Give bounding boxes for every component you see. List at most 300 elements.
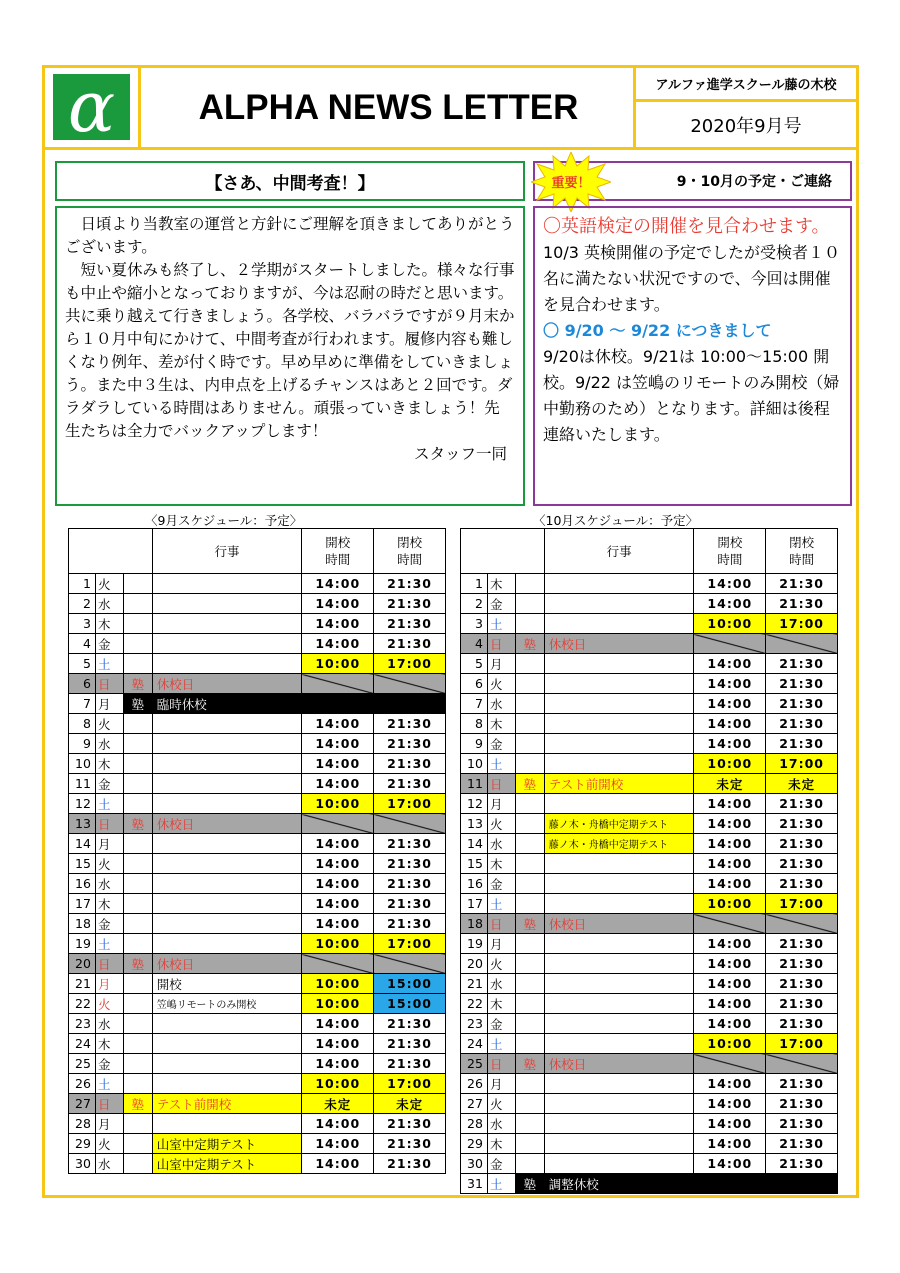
day-number-cell: 30 xyxy=(461,1154,488,1174)
day-number-cell: 5 xyxy=(69,654,96,674)
weekday-cell: 月 xyxy=(95,974,123,994)
event-cell xyxy=(152,1014,302,1034)
close-time-cell: 21:30 xyxy=(374,834,446,854)
event-cell xyxy=(544,934,694,954)
day-number-cell: 13 xyxy=(461,814,488,834)
weekday-cell: 火 xyxy=(95,1134,123,1154)
table-row xyxy=(461,1174,838,1194)
weekday-cell: 月 xyxy=(487,934,515,954)
weekday-cell: 日 xyxy=(95,1094,123,1114)
open-time-cell xyxy=(694,1054,766,1074)
open-time-cell: 14:00 xyxy=(694,714,766,734)
table-row xyxy=(461,914,838,934)
close-time-cell: 21:30 xyxy=(374,614,446,634)
day-number-cell: 17 xyxy=(461,894,488,914)
weekday-cell: 木 xyxy=(487,714,515,734)
day-number-cell: 22 xyxy=(69,994,96,1014)
event-cell xyxy=(544,1014,694,1034)
weekday-cell: 金 xyxy=(95,774,123,794)
juku-mark-cell: 塾 xyxy=(123,954,152,974)
open-time-cell: 14:00 xyxy=(694,814,766,834)
alpha-logo: α xyxy=(53,74,130,140)
weekday-cell: 日 xyxy=(95,814,123,834)
weekday-cell: 金 xyxy=(95,634,123,654)
juku-mark-cell xyxy=(123,734,152,754)
juku-mark-cell xyxy=(515,754,544,774)
article-paragraph-2: 短い夏休みも終了し、２学期がスタートしました。様々な行事も中止や縮小となっておりますが、今は忍耐の時だと思います。共に乗り越えて行きましょう。各学校、バラバラですが９月末から１０月中旬にかけて、中間考査が行われます。履修内容も難しくなり例年、差が付く時です。早め早めに準備をしていきましょう。また中３生は、内申点を上げるチャンスはあと２回です。ダラダラしている時間はありません。頑張っていきましょう！先生たちは全力でバックアップします！ xyxy=(65,261,515,440)
close-time-cell: 21:30 xyxy=(374,894,446,914)
close-time-cell: 21:30 xyxy=(374,854,446,874)
table-row xyxy=(69,874,446,894)
open-time-cell: 14:00 xyxy=(302,1114,374,1134)
close-time-cell: 17:00 xyxy=(766,754,838,774)
table-row xyxy=(69,774,446,794)
day-number-cell: 10 xyxy=(69,754,96,774)
notice-2-body: 9/20は休校。9/21は 10:00～15:00 開校。9/22 は笠嶋のリモートのみ開校（婦中勤務のため）となります。詳細は後程連絡いたします。 xyxy=(543,347,840,444)
table-row xyxy=(69,1094,446,1114)
open-time-cell: 14:00 xyxy=(302,754,374,774)
close-time-cell: 21:30 xyxy=(374,874,446,894)
table-row xyxy=(69,1114,446,1134)
day-number-cell: 7 xyxy=(461,694,488,714)
juku-mark-cell xyxy=(123,994,152,1014)
close-time-cell: 未定 xyxy=(766,774,838,794)
table-row xyxy=(461,994,838,1014)
header-blank-cell xyxy=(69,529,153,574)
day-number-cell: 14 xyxy=(461,834,488,854)
table-row xyxy=(461,1034,838,1054)
open-time-cell: 14:00 xyxy=(694,934,766,954)
open-time-cell: 14:00 xyxy=(302,574,374,594)
open-time-cell: 10:00 xyxy=(302,1074,374,1094)
event-cell: 調整休校 xyxy=(544,1174,694,1194)
table-row xyxy=(461,1014,838,1034)
important-starburst-icon xyxy=(531,152,611,212)
weekday-cell: 土 xyxy=(95,794,123,814)
open-time-cell: 14:00 xyxy=(302,1014,374,1034)
event-cell: 休校日 xyxy=(544,914,694,934)
day-number-cell: 9 xyxy=(69,734,96,754)
table-header-row xyxy=(461,529,838,574)
juku-mark-cell xyxy=(515,894,544,914)
day-number-cell: 18 xyxy=(69,914,96,934)
juku-mark-cell xyxy=(515,1154,544,1174)
close-time-cell: 21:30 xyxy=(374,1034,446,1054)
close-time-cell: 21:30 xyxy=(374,634,446,654)
juku-mark-cell xyxy=(123,854,152,874)
close-time-cell: 21:30 xyxy=(374,1154,446,1174)
important-badge-text: 重要！ xyxy=(551,176,591,191)
event-cell xyxy=(544,574,694,594)
weekday-cell: 月 xyxy=(487,654,515,674)
weekday-cell: 水 xyxy=(487,1114,515,1134)
weekday-cell: 月 xyxy=(487,1074,515,1094)
event-cell xyxy=(544,1074,694,1094)
close-time-cell xyxy=(766,1054,838,1074)
day-number-cell: 14 xyxy=(69,834,96,854)
weekday-cell: 火 xyxy=(487,954,515,974)
close-time-cell: 21:30 xyxy=(374,574,446,594)
header-cell: 開校 時間 xyxy=(302,529,374,574)
table-row xyxy=(69,714,446,734)
juku-mark-cell xyxy=(123,1054,152,1074)
table-row xyxy=(461,754,838,774)
day-number-cell: 1 xyxy=(461,574,488,594)
event-cell: 休校日 xyxy=(152,954,302,974)
close-time-cell: 21:30 xyxy=(766,1014,838,1034)
close-time-cell: 未定 xyxy=(374,1094,446,1114)
article-signature: スタッフ一同 xyxy=(413,445,507,463)
weekday-cell: 日 xyxy=(487,774,515,794)
table-row xyxy=(461,734,838,754)
table-row xyxy=(461,594,838,614)
day-number-cell: 28 xyxy=(461,1114,488,1134)
table-row xyxy=(461,714,838,734)
weekday-cell: 土 xyxy=(95,654,123,674)
notice-1-body: 10/3 英検開催の予定でしたが受検者１０名に満たない状況ですので、今回は開催を見合わせます。 xyxy=(543,243,841,314)
open-time-cell: 未定 xyxy=(302,1094,374,1114)
event-cell xyxy=(544,894,694,914)
close-time-cell: 21:30 xyxy=(374,1114,446,1134)
close-time-cell: 21:30 xyxy=(766,594,838,614)
event-cell xyxy=(544,974,694,994)
close-time-cell: 21:30 xyxy=(766,674,838,694)
close-time-cell: 21:30 xyxy=(766,814,838,834)
juku-mark-cell: 塾 xyxy=(123,814,152,834)
juku-mark-cell xyxy=(123,874,152,894)
event-cell xyxy=(152,594,302,614)
close-time-cell: 17:00 xyxy=(374,934,446,954)
open-time-cell: 10:00 xyxy=(302,794,374,814)
open-time-cell: 14:00 xyxy=(694,594,766,614)
day-number-cell: 30 xyxy=(69,1154,96,1174)
open-time-cell xyxy=(694,634,766,654)
open-time-cell: 14:00 xyxy=(694,794,766,814)
table-row xyxy=(461,1114,838,1134)
table-row xyxy=(461,1094,838,1114)
oct-schedule-caption: 〈10月スケジュール：予定〉 xyxy=(533,513,699,528)
event-cell xyxy=(544,714,694,734)
event-cell xyxy=(544,674,694,694)
close-time-cell xyxy=(766,634,838,654)
open-time-cell: 10:00 xyxy=(694,614,766,634)
close-time-cell: 21:30 xyxy=(374,754,446,774)
table-row xyxy=(461,674,838,694)
day-number-cell: 15 xyxy=(461,854,488,874)
table-row xyxy=(69,1054,446,1074)
table-row xyxy=(69,614,446,634)
event-cell xyxy=(544,1114,694,1134)
juku-mark-cell xyxy=(515,574,544,594)
weekday-cell: 土 xyxy=(487,894,515,914)
day-number-cell: 5 xyxy=(461,654,488,674)
juku-mark-cell: 塾 xyxy=(123,674,152,694)
juku-mark-cell: 塾 xyxy=(123,1094,152,1114)
juku-mark-cell xyxy=(515,1094,544,1114)
juku-mark-cell xyxy=(123,774,152,794)
open-time-cell: 14:00 xyxy=(302,894,374,914)
day-number-cell: 28 xyxy=(69,1114,96,1134)
event-cell xyxy=(152,894,302,914)
event-cell: 休校日 xyxy=(152,814,302,834)
weekday-cell: 日 xyxy=(95,674,123,694)
event-cell xyxy=(544,854,694,874)
weekday-cell: 木 xyxy=(95,1034,123,1054)
day-number-cell: 20 xyxy=(461,954,488,974)
juku-mark-cell xyxy=(515,614,544,634)
event-cell xyxy=(152,714,302,734)
juku-mark-cell xyxy=(515,954,544,974)
day-number-cell: 16 xyxy=(461,874,488,894)
close-time-cell: 17:00 xyxy=(374,794,446,814)
open-time-cell: 14:00 xyxy=(694,574,766,594)
weekday-cell: 日 xyxy=(487,1054,515,1074)
close-time-cell: 21:30 xyxy=(374,914,446,934)
weekday-cell: 木 xyxy=(487,1134,515,1154)
weekday-cell: 木 xyxy=(487,854,515,874)
weekday-cell: 木 xyxy=(95,754,123,774)
day-number-cell: 23 xyxy=(69,1014,96,1034)
event-cell xyxy=(544,614,694,634)
weekday-cell: 火 xyxy=(95,994,123,1014)
open-time-cell: 14:00 xyxy=(302,854,374,874)
school-name: アルファ進学スクール藤の木校 xyxy=(636,68,856,102)
open-time-cell: 未定 xyxy=(694,774,766,794)
issue-date: 2020年9月号 xyxy=(690,115,802,137)
close-time-cell xyxy=(766,914,838,934)
weekday-cell: 日 xyxy=(487,634,515,654)
close-time-cell: 21:30 xyxy=(766,934,838,954)
close-time-cell: 21:30 xyxy=(766,1114,838,1134)
event-cell xyxy=(152,794,302,814)
event-cell xyxy=(544,1154,694,1174)
open-time-cell: 14:00 xyxy=(694,834,766,854)
notice-2-title: 〇 9/20 ～ 9/22 につきまして xyxy=(543,321,772,340)
close-time-cell: 21:30 xyxy=(374,1054,446,1074)
close-time-cell: 17:00 xyxy=(374,654,446,674)
weekday-cell: 金 xyxy=(487,874,515,894)
event-cell xyxy=(152,914,302,934)
open-time-cell: 14:00 xyxy=(302,714,374,734)
table-row xyxy=(461,614,838,634)
article-heading: 【さあ、中間考査！】 xyxy=(55,161,525,201)
event-cell xyxy=(152,1074,302,1094)
close-time-cell: 15:00 xyxy=(374,974,446,994)
weekday-cell: 日 xyxy=(487,914,515,934)
table-row xyxy=(69,634,446,654)
juku-mark-cell xyxy=(515,1114,544,1134)
table-row xyxy=(69,914,446,934)
table-row xyxy=(461,794,838,814)
weekday-cell: 土 xyxy=(487,1174,515,1194)
weekday-cell: 水 xyxy=(487,834,515,854)
day-number-cell: 17 xyxy=(69,894,96,914)
weekday-cell: 水 xyxy=(95,594,123,614)
open-time-cell xyxy=(302,954,374,974)
table-row xyxy=(69,654,446,674)
weekday-cell: 水 xyxy=(95,1154,123,1174)
juku-mark-cell xyxy=(515,1014,544,1034)
event-cell xyxy=(152,654,302,674)
open-time-cell xyxy=(694,1174,766,1194)
event-cell: 休校日 xyxy=(544,1054,694,1074)
close-time-cell: 21:30 xyxy=(374,1134,446,1154)
open-time-cell: 14:00 xyxy=(694,674,766,694)
weekday-cell: 水 xyxy=(487,974,515,994)
close-time-cell: 21:30 xyxy=(374,734,446,754)
weekday-cell: 火 xyxy=(95,574,123,594)
weekday-cell: 土 xyxy=(487,614,515,634)
day-number-cell: 23 xyxy=(461,1014,488,1034)
table-row xyxy=(69,994,446,1014)
table-row xyxy=(69,754,446,774)
day-number-cell: 1 xyxy=(69,574,96,594)
juku-mark-cell xyxy=(123,1034,152,1054)
event-cell xyxy=(544,954,694,974)
event-cell xyxy=(544,794,694,814)
weekday-cell: 金 xyxy=(95,914,123,934)
juku-mark-cell xyxy=(515,1074,544,1094)
open-time-cell: 14:00 xyxy=(302,1034,374,1054)
day-number-cell: 27 xyxy=(69,1094,96,1114)
table-row xyxy=(461,874,838,894)
table-row xyxy=(69,1074,446,1094)
open-time-cell xyxy=(302,694,374,714)
header-cell: 閉校 時間 xyxy=(374,529,446,574)
open-time-cell: 14:00 xyxy=(694,1134,766,1154)
event-cell xyxy=(152,934,302,954)
close-time-cell xyxy=(766,1174,838,1194)
open-time-cell: 10:00 xyxy=(694,1034,766,1054)
day-number-cell: 27 xyxy=(461,1094,488,1114)
sept-schedule-table xyxy=(68,528,446,1174)
day-number-cell: 25 xyxy=(69,1054,96,1074)
table-row xyxy=(461,814,838,834)
open-time-cell: 14:00 xyxy=(694,1114,766,1134)
close-time-cell: 21:30 xyxy=(766,574,838,594)
juku-mark-cell xyxy=(123,574,152,594)
open-time-cell: 14:00 xyxy=(694,1154,766,1174)
day-number-cell: 11 xyxy=(69,774,96,794)
table-row xyxy=(69,794,446,814)
juku-mark-cell xyxy=(123,1114,152,1134)
weekday-cell: 金 xyxy=(487,1014,515,1034)
table-row xyxy=(69,1154,446,1174)
weekday-cell: 金 xyxy=(487,734,515,754)
juku-mark-cell xyxy=(123,1134,152,1154)
weekday-cell: 水 xyxy=(487,694,515,714)
weekday-cell: 月 xyxy=(95,694,123,714)
juku-mark-cell xyxy=(123,1074,152,1094)
weekday-cell: 金 xyxy=(95,1054,123,1074)
open-time-cell: 14:00 xyxy=(302,1134,374,1154)
day-number-cell: 25 xyxy=(461,1054,488,1074)
weekday-cell: 水 xyxy=(95,734,123,754)
table-row xyxy=(461,774,838,794)
weekday-cell: 火 xyxy=(95,714,123,734)
open-time-cell: 14:00 xyxy=(694,974,766,994)
sept-schedule-caption: 〈9月スケジュール：予定〉 xyxy=(145,513,303,528)
day-number-cell: 24 xyxy=(69,1034,96,1054)
day-number-cell: 29 xyxy=(461,1134,488,1154)
close-time-cell: 21:30 xyxy=(766,694,838,714)
day-number-cell: 2 xyxy=(461,594,488,614)
open-time-cell: 14:00 xyxy=(302,594,374,614)
day-number-cell: 16 xyxy=(69,874,96,894)
open-time-cell: 10:00 xyxy=(694,894,766,914)
close-time-cell: 21:30 xyxy=(766,834,838,854)
close-time-cell xyxy=(374,674,446,694)
day-number-cell: 29 xyxy=(69,1134,96,1154)
juku-mark-cell xyxy=(515,874,544,894)
juku-mark-cell xyxy=(515,974,544,994)
juku-mark-cell xyxy=(123,1154,152,1174)
logo-cell xyxy=(45,68,141,150)
table-row xyxy=(461,934,838,954)
table-row xyxy=(69,734,446,754)
close-time-cell: 21:30 xyxy=(766,1074,838,1094)
open-time-cell: 14:00 xyxy=(694,1094,766,1114)
table-row xyxy=(69,1134,446,1154)
event-cell: 笠嶋リモートのみ開校 xyxy=(152,994,302,1014)
weekday-cell: 火 xyxy=(95,854,123,874)
juku-mark-cell xyxy=(515,994,544,1014)
juku-mark-cell xyxy=(515,834,544,854)
day-number-cell: 3 xyxy=(461,614,488,634)
open-time-cell: 14:00 xyxy=(302,874,374,894)
juku-mark-cell xyxy=(515,734,544,754)
event-cell xyxy=(152,614,302,634)
event-cell xyxy=(544,1134,694,1154)
event-cell xyxy=(544,874,694,894)
juku-mark-cell xyxy=(123,714,152,734)
open-time-cell: 14:00 xyxy=(694,654,766,674)
event-cell: 休校日 xyxy=(152,674,302,694)
open-time-cell: 10:00 xyxy=(302,994,374,1014)
article-body xyxy=(55,206,525,506)
event-cell: 開校 xyxy=(152,974,302,994)
open-time-cell: 14:00 xyxy=(302,774,374,794)
close-time-cell xyxy=(374,694,446,714)
day-number-cell: 26 xyxy=(461,1074,488,1094)
table-row xyxy=(461,834,838,854)
day-number-cell: 13 xyxy=(69,814,96,834)
close-time-cell: 21:30 xyxy=(766,854,838,874)
day-number-cell: 12 xyxy=(69,794,96,814)
weekday-cell: 木 xyxy=(95,614,123,634)
open-time-cell: 14:00 xyxy=(694,854,766,874)
event-cell: 藤ノ木・舟橋中定期テスト xyxy=(544,834,694,854)
day-number-cell: 20 xyxy=(69,954,96,974)
table-row xyxy=(461,574,838,594)
juku-mark-cell xyxy=(515,1134,544,1154)
day-number-cell: 21 xyxy=(461,974,488,994)
juku-mark-cell xyxy=(515,1034,544,1054)
table-row xyxy=(69,574,446,594)
close-time-cell: 17:00 xyxy=(766,1034,838,1054)
table-row xyxy=(461,694,838,714)
juku-mark-cell xyxy=(515,934,544,954)
juku-mark-cell xyxy=(123,634,152,654)
notice-1-title: 〇英語検定の開催を見合わせます。 xyxy=(543,216,830,237)
event-cell xyxy=(152,834,302,854)
table-row xyxy=(69,894,446,914)
open-time-cell: 14:00 xyxy=(302,734,374,754)
close-time-cell: 21:30 xyxy=(766,734,838,754)
day-number-cell: 19 xyxy=(69,934,96,954)
close-time-cell: 21:30 xyxy=(766,654,838,674)
weekday-cell: 金 xyxy=(487,1154,515,1174)
